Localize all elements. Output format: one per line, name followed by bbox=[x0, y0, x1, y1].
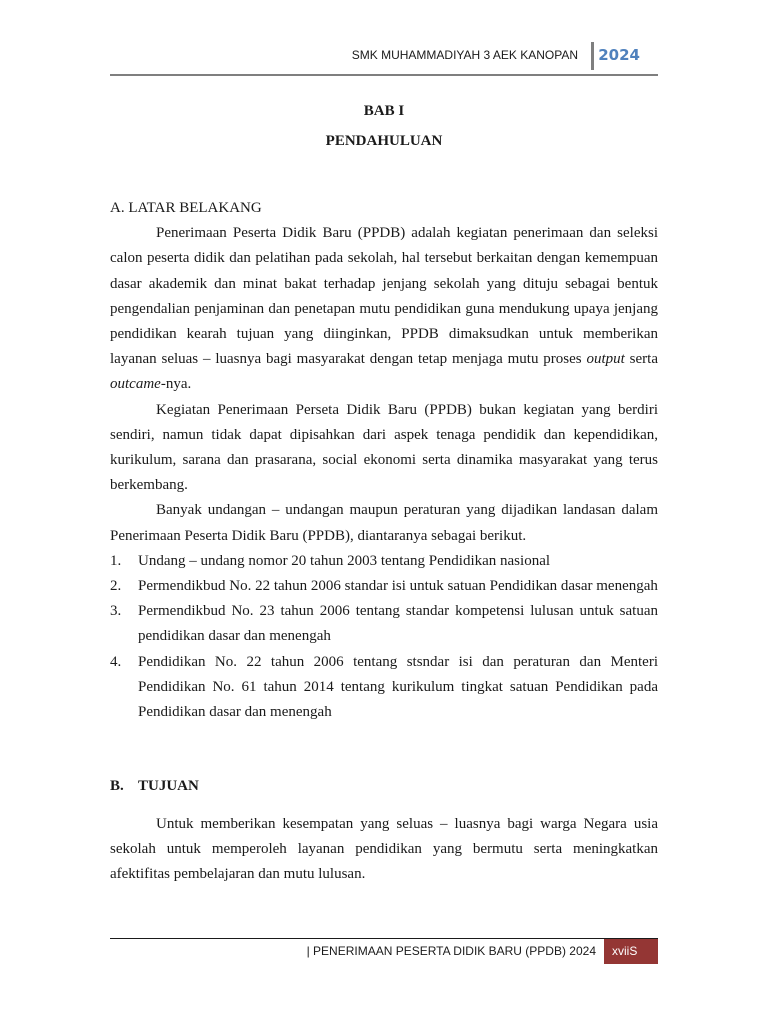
page-number-badge: xviiS bbox=[604, 939, 658, 964]
paragraph-ppdb-activity: Kegiatan Penerimaan Perseta Didik Baru (PPDB) bukan kegiatan yang berdiri sendiri, namun tidak dapat dipisahkan dari aspek tenaga pendidik dan kependidikan, kurikulum, sarana dan prasarana, social ekonomi serta dinamika masyarakat yang terus berkembang. bbox=[110, 401, 658, 494]
page-header bbox=[110, 40, 658, 76]
para1-end: -nya. bbox=[160, 376, 192, 393]
list-text: Undang – undang nomor 20 tahun 2003 tentang Pendidikan nasional bbox=[138, 552, 551, 569]
term-output: output bbox=[586, 351, 625, 368]
list-item bbox=[110, 599, 658, 649]
header-school-name: SMK MUHAMMADIYAH 3 AEK KANOPAN bbox=[351, 48, 578, 62]
chapter-number: BAB I bbox=[363, 103, 405, 119]
para1-mid: serta bbox=[624, 351, 658, 368]
header-divider bbox=[591, 42, 594, 70]
list-number: 1. bbox=[110, 552, 122, 569]
list-text: Permendikbud No. 22 tahun 2006 standar isi untuk satuan Pendidikan dasar menengah bbox=[138, 578, 658, 595]
list-number: 2. bbox=[110, 578, 122, 595]
list-item bbox=[110, 574, 658, 599]
term-outcame: outcame bbox=[110, 376, 161, 393]
footer-divider bbox=[110, 938, 658, 939]
list-number: 4. bbox=[110, 653, 122, 670]
section-latar-belakang bbox=[110, 196, 658, 725]
regulation-list bbox=[110, 549, 658, 725]
chapter-title: PENDAHULUAN bbox=[325, 133, 443, 149]
section-b-heading bbox=[110, 774, 658, 799]
paragraph-ppdb-definition bbox=[110, 221, 658, 397]
header-year: 2024 bbox=[598, 46, 640, 64]
section-b-letter: B. bbox=[110, 778, 124, 794]
list-item bbox=[110, 549, 658, 574]
list-item bbox=[110, 650, 658, 726]
para1-text: Penerimaan Peserta Didik Baru (PPDB) adalah kegiatan penerimaan dan seleksi calon peserta didik dan pelatihan pada sekolah, hal tersebut berkaitan dengan kemempuan dasar akademik dan minat bakat terhadap jenjang sekolah yang dituju sebagai bentuk pengendalian penjaminan dan penetapan mutu pendidikan guna mendukung upaya jenjang pendidikan kearah tujuan yang diinginkan, PPDB dimaksudkan untuk memberikan layanan seluas – luasnya bagi masyarakat dengan tetap menjaga mutu proses bbox=[110, 225, 658, 368]
section-b-title: TUJUAN bbox=[138, 778, 199, 794]
section-tujuan bbox=[110, 812, 658, 888]
list-number: 3. bbox=[110, 603, 122, 620]
paragraph-tujuan: Untuk memberikan kesempatan yang seluas – luasnya bagi warga Negara usia sekolah untuk memperoleh layanan pendidikan yang bermutu serta meningkatkan afektifitas pembelajaran dan mutu lulusan. bbox=[110, 816, 658, 883]
list-text: Permendikbud No. 23 tahun 2006 tentang standar kompetensi lulusan untuk satuan pendidikan dasar dan menengah bbox=[138, 603, 658, 645]
paragraph-regulations-intro: Banyak undangan – undangan maupun peraturan yang dijadikan landasan dalam Penerimaan Peserta Didik Baru (PPDB), diantaranya sebagai berikut. bbox=[110, 502, 658, 544]
list-text: Pendidikan No. 22 tahun 2006 tentang stsndar isi dan peraturan dan Menteri Pendidikan No. 61 tahun 2014 tentang kurikulum tingkat satuan Pendidikan pada Pendidikan dasar dan menengah bbox=[138, 653, 658, 721]
section-a-heading: A. LATAR BELAKANG bbox=[110, 200, 262, 216]
footer-title: | PENERIMAAN PESERTA DIDIK BARU (PPDB) 2024 bbox=[306, 944, 596, 958]
